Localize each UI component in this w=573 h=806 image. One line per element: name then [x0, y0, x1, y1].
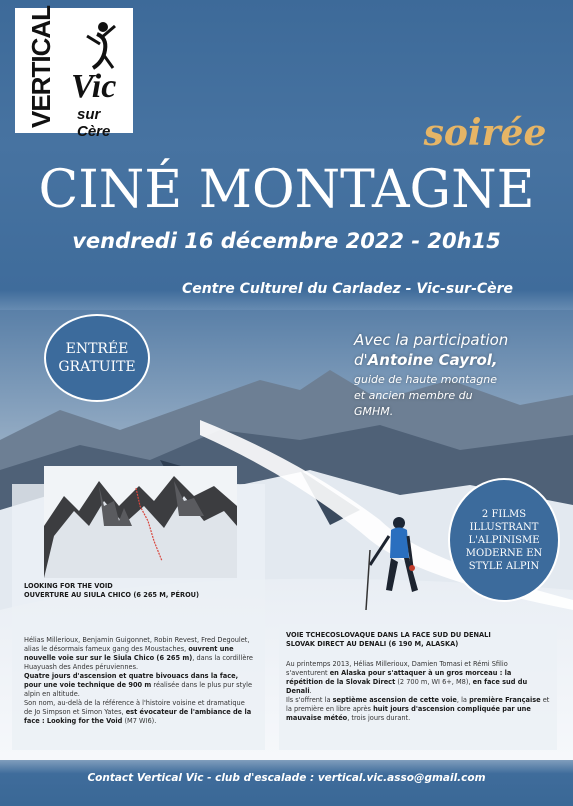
club-logo	[15, 6, 133, 140]
film1-p1-end: , dans la cordillère Huayuash des Andes péruviennes.	[24, 654, 253, 671]
film2-p1-specs: (2 700 m, WI 6+, M8),	[395, 678, 473, 686]
film2-title-line2: SLOVAK DIRECT AU DENALI (6 190 M, ALASKA)	[286, 640, 459, 648]
participation-prefix: d'	[354, 351, 368, 369]
film2-p1-end: .	[309, 687, 312, 695]
film1-description	[24, 636, 254, 726]
film2-p2-bold: septième ascension de cette voie	[332, 696, 457, 704]
film1-title	[24, 582, 254, 600]
film2-description	[286, 660, 550, 723]
film2-title	[286, 631, 550, 649]
guest-role-2: et ancien membre du	[354, 389, 473, 402]
participation-guest	[354, 350, 554, 370]
film2-p2-text2: et la première en libre après	[286, 696, 550, 713]
free-entry-line2: GRATUITE	[58, 359, 136, 375]
film2-paragraph1	[286, 660, 550, 696]
film1-p1-text: Hélias Millerioux, Benjamin Guigonnet, Robin Revest, Fred Degoulet, alias le désormais fameux gang des Moustaches,	[24, 636, 250, 653]
film2-p1-text: Au printemps 2013, Hélias Millerioux, Damien Tomasi et Rémi Sfilio s'aventurent	[286, 660, 508, 677]
film2-p2-sep: , la	[456, 696, 470, 704]
guest-name: Antoine Cayrol,	[367, 351, 498, 369]
logo-sur-cere-text: sur Cère	[77, 106, 111, 140]
film2-p2-bold3: huit jours d'ascension compliquée par une mauvaise météo	[286, 705, 531, 722]
event-title: CINÉ MONTAGNE	[38, 160, 535, 220]
film2-p1-bold2: en face sud du Denali	[286, 678, 528, 695]
two-films-badge	[448, 478, 560, 602]
film2-p2-bold2: première Française	[469, 696, 541, 704]
logo-vic-text: Vic	[71, 68, 117, 105]
event-date: vendredi 16 décembre 2022 - 20h15	[72, 229, 501, 253]
film1-title-line2: OUVERTURE AU SIULA CHICO (6 265 M, PÉROU)	[24, 591, 200, 599]
film1-p1-bold: ouvrent une nouvelle voie sur sur le Siula Chico (6 265 m)	[24, 645, 234, 662]
film1-p2-text: réalisée dans le plus pur style alpin en altitude.	[24, 681, 252, 698]
logo-vertical-text: VERTICAL	[26, 6, 56, 128]
film2-title-line1: VOIE TCHECOSLOVAQUE DANS LA FACE SUD DU DENALI	[286, 631, 491, 639]
film1-p3-text: Son nom, au-delà de la référence à l'histoire voisine et dramatique de Jo Simpson et Simon Yates,	[24, 699, 245, 716]
film2-paragraph2	[286, 696, 550, 723]
guest-participation	[354, 330, 554, 420]
film2-p1-bold: en Alaska pour s'attaquer à un gros morceau : la répétition de la Slovak Direct	[286, 669, 512, 686]
film1-p2-bold: Quatre jours d'ascension et quatre bivouacs dans la face, pour une voie technique de 900 m	[24, 672, 239, 689]
film2-p2-text: Ils s'offrent la	[286, 696, 333, 704]
soiree-heading: soirée	[423, 112, 547, 154]
two-films-text: 2 FILMS ILLUSTRANT L'ALPINISME MODERNE EN STYLE ALPIN	[465, 508, 543, 572]
guest-description	[354, 372, 554, 420]
event-venue	[0, 281, 573, 297]
guest-role-3: GMHM.	[354, 405, 394, 418]
guest-role: guide de haute montagne	[354, 373, 497, 386]
free-entry-line1: ENTRÉE	[65, 341, 129, 357]
film1-title-line1: LOOKING FOR THE VOID	[24, 582, 113, 590]
film1-paragraph1	[24, 636, 254, 672]
free-entry-badge	[44, 314, 150, 402]
siula-chico-photo	[44, 466, 237, 578]
participation-line1: Avec la participation	[354, 331, 509, 349]
contact-line: Contact Vertical Vic - club d'escalade : vertical.vic.asso@gmail.com	[87, 772, 486, 784]
film2-p2-end: , trois jours durant.	[347, 714, 411, 722]
film1-p3-end: (M7 WI6).	[122, 717, 157, 725]
film1-paragraph3	[24, 699, 254, 726]
film1-paragraph2	[24, 672, 254, 699]
venue-text: Centre Culturel du Carladez - Vic-sur-Cère	[181, 281, 514, 297]
film1-p3-bold: est évocateur de l'ambiance de la face : Looking for the Void	[24, 708, 252, 725]
